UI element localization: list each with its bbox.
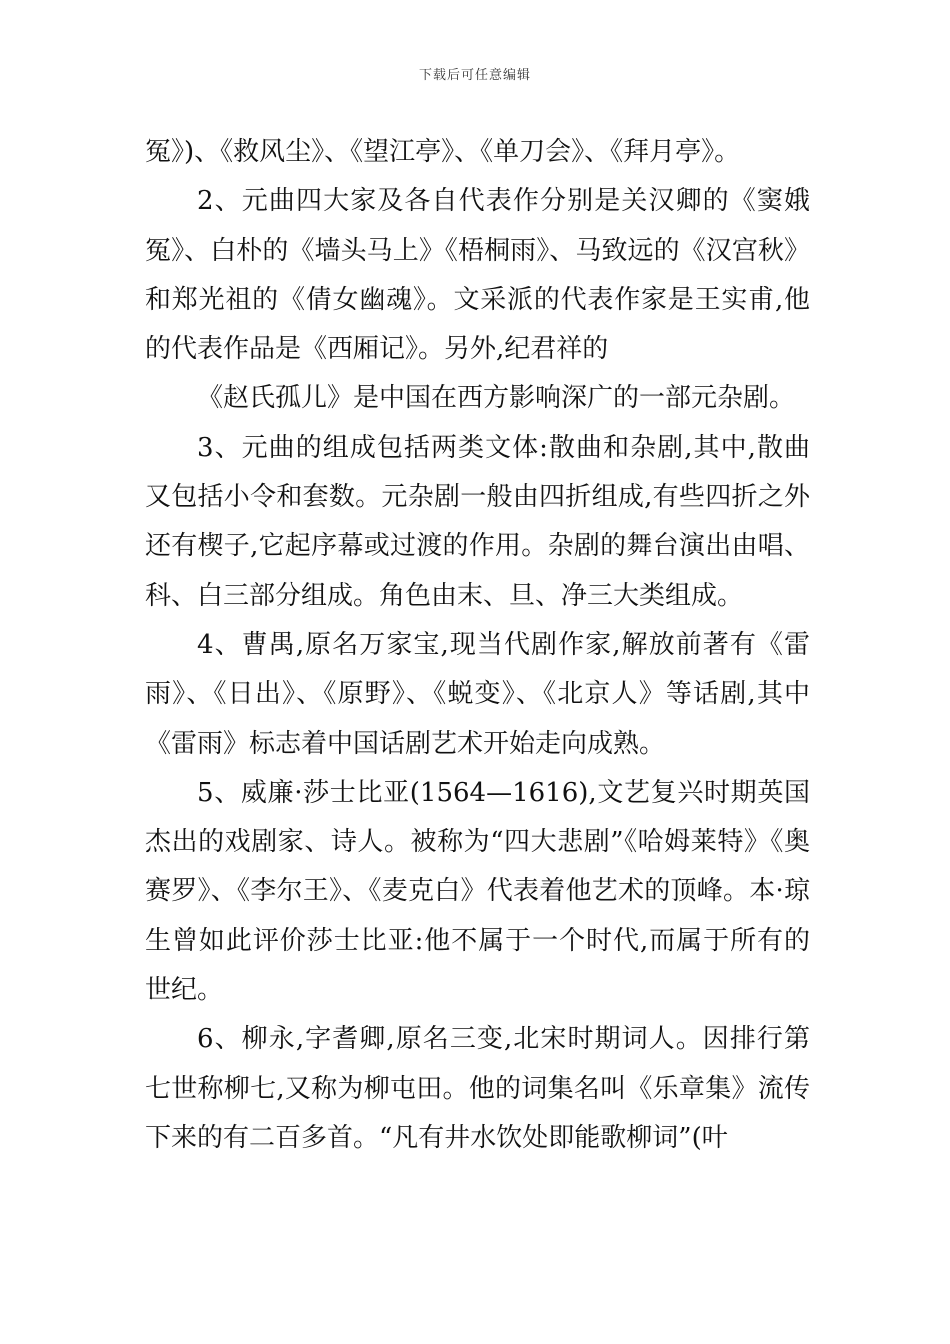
- paragraph-3: 《赵氏孤儿》是中国在西方影响深广的一部元杂剧。: [197, 383, 796, 414]
- paragraph-7: 6、柳永,字耆卿,原名三变,北宋时期词人。因排行第七世称柳七,又称为柳屯田。他的词集名叫《乐章集》流传下来的有二百多首。“凡有井水饮处即能歌柳词”(叶: [145, 1024, 810, 1153]
- document-body: [145, 128, 810, 1163]
- paragraph-1: 冤》)、《救风尘》、《望江亭》、《单刀会》、《拜月亭》。: [145, 137, 741, 167]
- page-header-note: 下载后可任意编辑: [418, 68, 531, 83]
- paragraph-4: 3、元曲的组成包括两类文体:散曲和杂剧,其中,散曲又包括小令和套数。元杂剧一般由四折组成,有些四折之外还有楔子,它起序幕或过渡的作用。杂剧的舞台演出由唱、科、白三部分组成。角色由末、旦、净三大类组成。: [145, 432, 810, 611]
- paragraph-2: 2、元曲四大家及各自代表作分别是关汉卿的《窦娥冤》、白朴的《墙头马上》《梧桐雨》、马致远的《汉宫秋》和郑光祖的《倩女幽魂》。文采派的代表作家是王实甫,他的代表作品是《西厢记》。另外,纪君祥的: [145, 186, 810, 365]
- paragraph-5: 4、曹禺,原名万家宝,现当代剧作家,解放前著有《雷雨》、《日出》、《原野》、《蜕变》、《北京人》等话剧,其中《雷雨》标志着中国话剧艺术开始走向成熟。: [145, 629, 810, 759]
- paragraph-6: 5、威廉·莎士比亚(1564—1616),文艺复兴时期英国杰出的戏剧家、诗人。被称为“四大悲剧”《哈姆莱特》《奥赛罗》、《李尔王》、《麦克白》代表着他艺术的顶峰。本·琼生曾如此评价莎士比亚:他不属于一个时代,而属于所有的世纪。: [145, 777, 810, 1006]
